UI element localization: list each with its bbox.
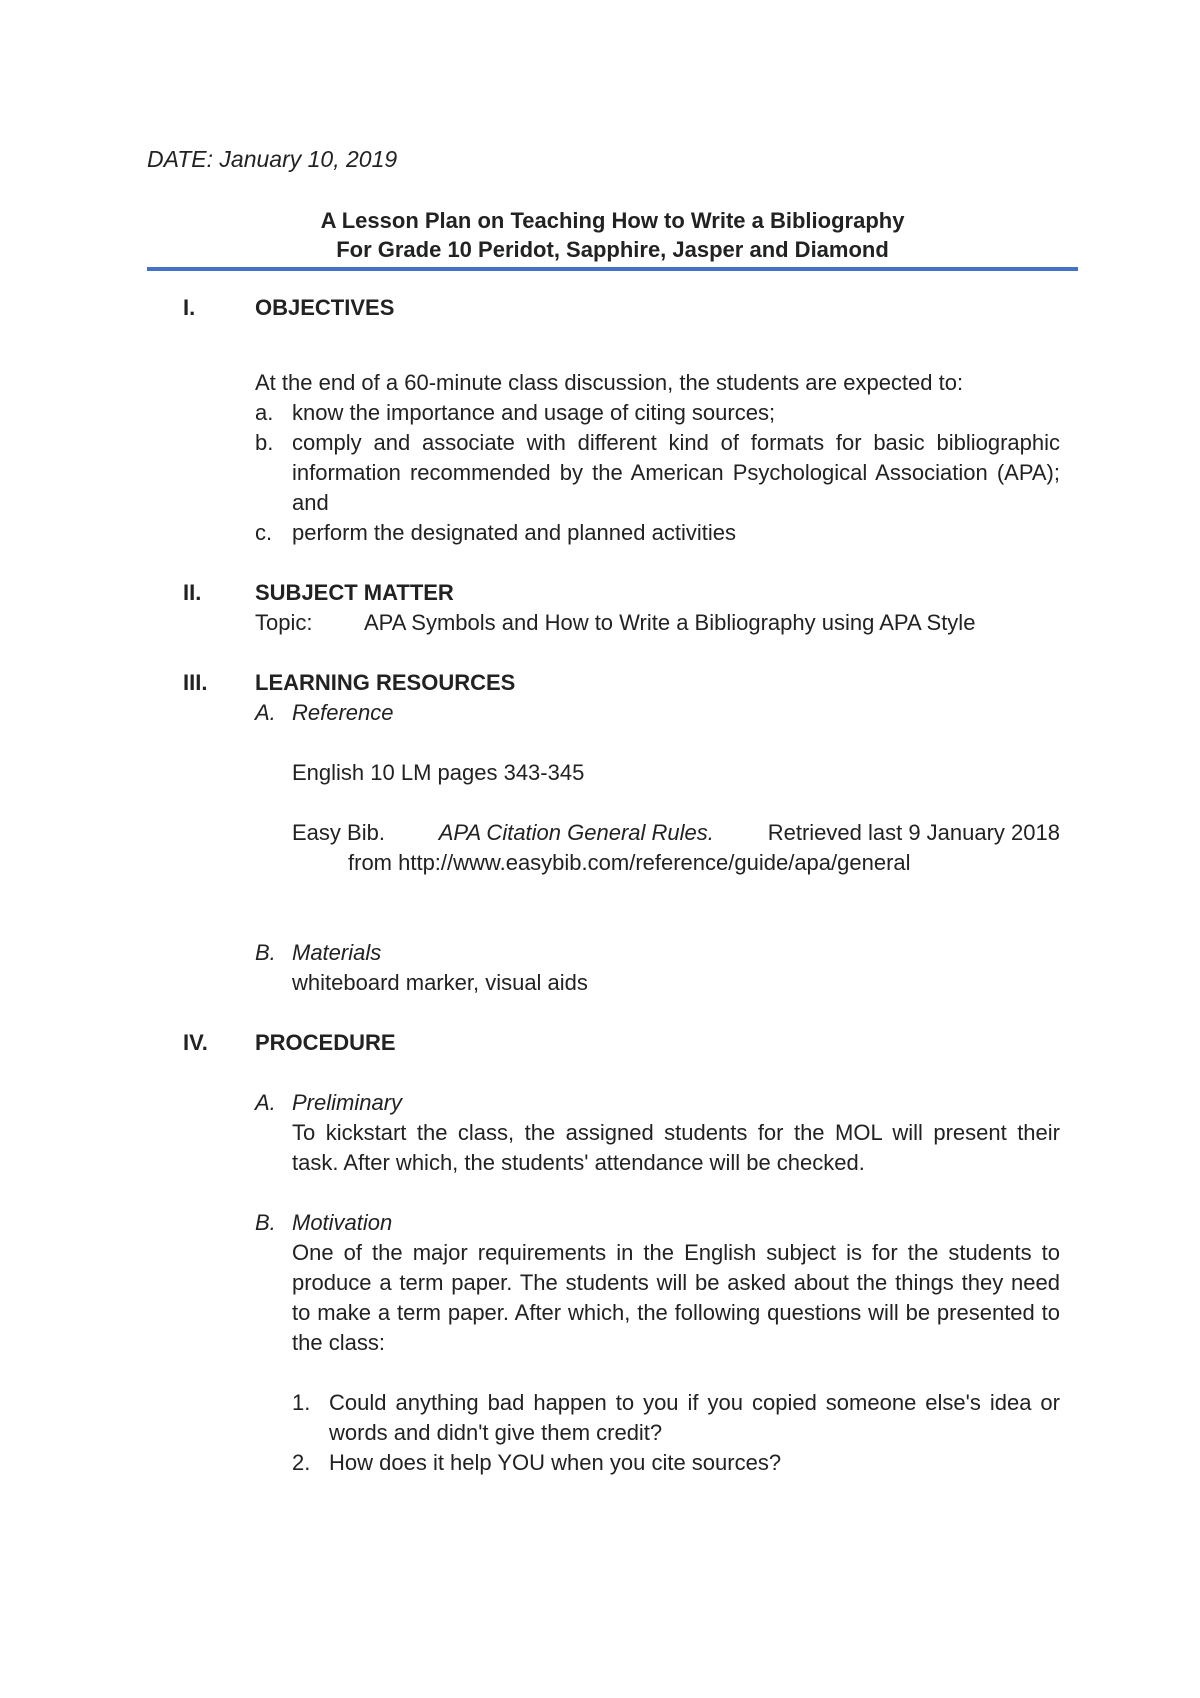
topic-label: Topic: [255, 610, 313, 635]
citation-title: APA Citation General Rules. [438, 820, 714, 845]
list-item [292, 1448, 1060, 1478]
list-item [255, 518, 1060, 548]
title-line-1: A Lesson Plan on Teaching How to Write a Bibliography [320, 208, 905, 233]
list-item-text: Could anything bad happen to you if you copied someone else's idea or words and didn't give them credit? [329, 1390, 1060, 1445]
list-marker: 2. [292, 1450, 311, 1475]
sub-label-text: Materials [292, 940, 382, 965]
list-item [292, 1388, 1060, 1448]
reference-label [255, 698, 394, 728]
preliminary-text: To kickstart the class, the assigned students for the MOL will present their task. After which, the students' attendance will be checked. [292, 1120, 1060, 1175]
reference-entry-1: English 10 LM pages 343-345 [292, 760, 585, 785]
list-item-text: How does it help YOU when you cite sources? [329, 1450, 782, 1475]
sub-label-text: Preliminary [292, 1090, 403, 1115]
title-line-2: For Grade 10 Peridot, Sapphire, Jasper and Diamond [336, 237, 889, 262]
section-heading-subject-matter: SUBJECT MATTER [255, 580, 454, 605]
title-divider [147, 267, 1078, 271]
objectives-list [255, 398, 1060, 548]
preliminary-label [255, 1088, 402, 1118]
motivation-text: One of the major requirements in the English subject is for the students to produce a term paper. The students will be asked about the things they need to make a term paper. After which, the following questions will be presented to the class: [292, 1240, 1060, 1355]
reference-entry-2 [292, 818, 1060, 878]
materials-label [255, 938, 381, 968]
topic-value: APA Symbols and How to Write a Bibliography using APA Style [364, 610, 976, 635]
sub-marker: B. [255, 940, 276, 965]
list-marker: c. [255, 520, 273, 545]
section-number-procedure: IV. [183, 1030, 208, 1055]
section-number-learning-resources: III. [183, 670, 208, 695]
citation-retrieved: Retrieved last 9 January 2018 [767, 820, 1060, 845]
section-heading-objectives: OBJECTIVES [255, 295, 395, 320]
list-item-text: perform the designated and planned activities [292, 520, 736, 545]
document-date: DATE: January 10, 2019 [147, 146, 398, 172]
list-item-text: comply and associate with different kind of formats for basic bibliographic information recommended by the American Psychological Association (APA); and [292, 430, 1060, 515]
motivation-questions [292, 1388, 1060, 1478]
section-number-objectives: I. [183, 295, 196, 320]
sub-label-text: Motivation [292, 1210, 393, 1235]
list-marker: a. [255, 400, 274, 425]
citation-url: from http://www.easybib.com/reference/guide/apa/general [348, 850, 911, 875]
section-heading-learning-resources: LEARNING RESOURCES [255, 670, 516, 695]
list-marker: 1. [292, 1390, 311, 1415]
sub-marker: B. [255, 1210, 276, 1235]
citation-line-1 [292, 818, 1060, 848]
sub-marker: A. [255, 700, 276, 725]
sub-marker: A. [255, 1090, 276, 1115]
materials-text: whiteboard marker, visual aids [292, 970, 588, 995]
citation-author: Easy Bib. [292, 820, 385, 845]
sub-label-text: Reference [292, 700, 394, 725]
objectives-intro: At the end of a 60-minute class discussion, the students are expected to: [255, 370, 964, 395]
list-marker: b. [255, 430, 274, 455]
list-item [255, 428, 1060, 518]
topic-line [255, 608, 1060, 638]
section-heading-procedure: PROCEDURE [255, 1030, 396, 1055]
list-item-text: know the importance and usage of citing sources; [292, 400, 776, 425]
document-title [147, 206, 1078, 264]
motivation-label [255, 1208, 392, 1238]
section-number-subject-matter: II. [183, 580, 202, 605]
list-item [255, 398, 1060, 428]
